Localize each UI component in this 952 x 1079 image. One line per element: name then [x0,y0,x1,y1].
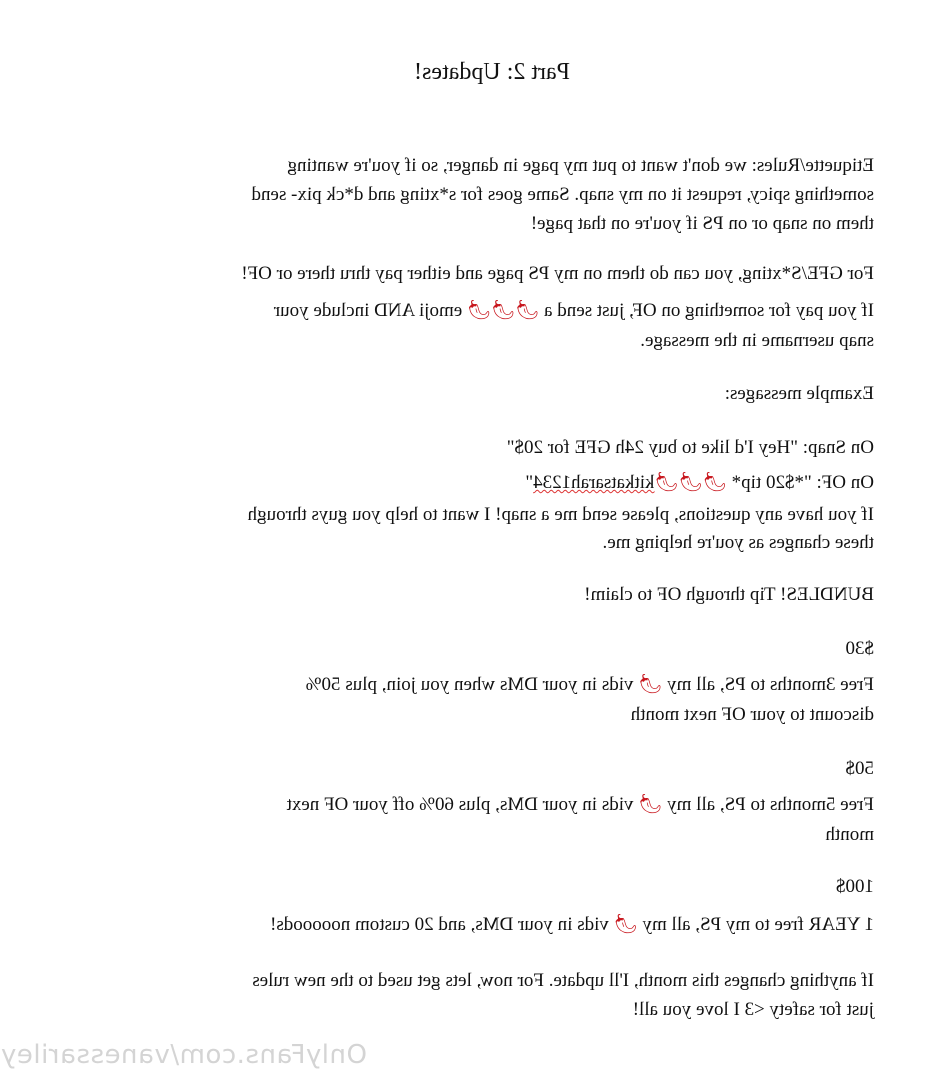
watermark-text: OnlyFans.com/vanessariley [0,1040,367,1070]
chili-pepper-icon: 🌶🌶🌶 [654,471,727,493]
bundle-30-line-1-end: vids in your DMs when you join, plus 50% [305,674,639,695]
etiquette-line-2: something spicy, request it on my snap. Same goes for s*xting and d*ck pix- send [251,184,874,205]
closing-line-2: just for safety <3 I love you all! [632,999,874,1020]
of-example-suffix: " [525,472,534,493]
snap-example: On Snap: "Hey I'd like to buy 24h GFE for 20$" [506,437,874,458]
bundle-50-line-1-end: vids in your DMs, plus 60% off your OF next [286,794,639,815]
bundle-30-line-2: discount to your OF next month [630,704,874,725]
questions-line-1: If you have any questions, please send me a snap! I want to help you guys through [247,504,874,525]
bundle-100-line-1-end: vids in your DMs, and 20 custom nooooods! [270,914,614,935]
chili-pepper-icon: 🌶 [638,673,663,695]
chili-pepper-icon: 🌶 [613,913,638,935]
pay-line-2: snap username in the message. [640,330,874,351]
bundle-50-line-1 [287,792,874,817]
etiquette-line-3: them on snap or on PS if you're on that page! [530,213,874,234]
example-heading: Example messages: [724,383,874,404]
pay-line-1-start: If you pay for something on OF, just send a [539,300,874,321]
pay-line-1-end: emoji AND include your [273,300,467,321]
bundle-50-line-1-start: Free 5months to PS, all my [662,794,874,815]
bundle-30-line-1 [306,672,874,697]
bundle-30-price: $30 [845,638,874,659]
etiquette-line-1: Etiquette/Rules: we don't want to put my page in danger, so if you're wanting [287,155,874,176]
chili-pepper-icon: 🌶🌶🌶 [466,299,540,321]
questions-line-2: these changes as you're helping me. [602,532,874,553]
of-example-prefix: On OF: "*$20 tip* [726,472,874,493]
pay-line-1 [274,298,874,323]
bundle-30-line-1-start: Free 3months to PS, all my [662,674,874,695]
bundle-100-line-1 [270,912,874,937]
page-title: Part 2: Updates! [414,59,570,85]
bundle-100-price: 100$ [836,876,874,897]
of-example [525,470,874,495]
bundle-50-line-2: month [825,824,874,845]
chili-pepper-icon: 🌶 [638,793,663,815]
bundle-100-line-1-start: 1 YEAR free to my PS, all my [637,914,874,935]
bundles-heading: BUNDLES! Tip through OF to claim! [584,584,874,605]
of-example-username: kitkatsarah1234 [533,472,655,493]
closing-line-1: If anything changes this month, I'll update. For now, lets get used to the new rules [252,970,874,991]
gfe-paragraph: For GFE/S*xting, you can do them on my PS page and either pay thru there or OF! [241,263,874,284]
bundle-50-price: 50$ [845,758,874,779]
